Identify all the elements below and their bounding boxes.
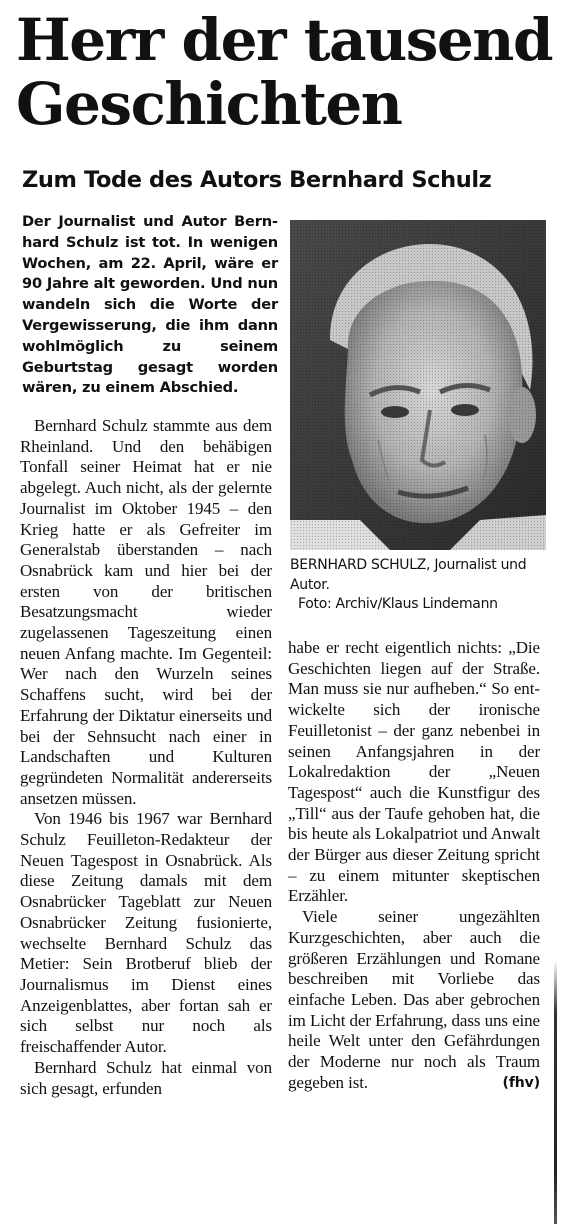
body-paragraph: habe er recht eigentlich nichts: „Die Geschichten liegen auf der Straße. Man muss sie nur aufheben.“ So entwickelte sich der ironische Feuilletonist – der ganz nebenbei in seinen Anfangsjahren in der Lokalredaktion der „Neuen Tagespost“ auch die Kunstfigur des „Till“ aus der Taufe gehoben hat, die bis heute als Lokalpatriot und Anwalt der Bürger aus dieser Zeitung spricht – zu einem mitunter skeptischen Erzähler. [288,638,540,906]
body-paragraph: Von 1946 bis 1967 war Bernhard Schulz Feuilleton-Redakteur der Neuen Tagespost in Osnabrück. Als diese Zeitung damals mit dem Osnabrücker Tageblatt zur Neuen Osnabrücker Zeitung fusionierte, wechselte Bernhard Schulz das Metier: Sein Brotberuf blieb der Journalismus im Dienst eines Anzeigenblattes, aber fortan sah er sich selbst nur noch als freischaffender Autor. [20,809,272,1057]
body-paragraph: Bernhard Schulz hat einmal von sich gesagt, erfunden [20,1057,272,1098]
headline [16,8,556,136]
photo-caption [290,556,552,615]
caption-role: Journalist und Autor. [290,557,527,593]
body-paragraph: Bernhard Schulz stammte aus dem Rheinland. Und den behäbigen Tonfall seiner Heimat hat er nie abgelegt. Auch nicht, als der gelernte Journalist im Oktober 1945 – den Krieg hatte er als Gefreiter im Generalstab überstanden – nach Osnabrück kam und hier bei der ersten von der britischen Besatzungsmacht wieder zugelassenen Tageszeitung einen neuen Anfang machte. Im Gegenteil: Wer nach den Wurzeln seines Schaffens sucht, wird bei der Erfahrung der Diktatur einerseits und bei der Sehnsucht nach einer in Landschaften und Kulturen gegründeten Normalität andererseits ansetzen müssen. [20,416,272,808]
scan-edge [554,960,557,1224]
body-paragraph-last [288,907,540,1093]
article-column-1 [20,416,272,1099]
body-text: Viele seiner ungezählten Kurzgeschichten, aber auch die größeren Erzählungen und Romane beschreiben mit Vorliebe das einfache Leben. Das aber gebrochen im Licht der Erfahrung, dass uns eine heile Welt unter den Gefährdungen der Moderne nur noch als Traum gegeben ist. [288,907,540,1092]
headline-line-2: Geschichten [16,70,402,138]
subheadline: Zum Tode des Autors Bernhard Schulz [22,167,492,193]
portrait-image [290,220,546,550]
intro-paragraph: Der Journalist und Autor Bernhard Schulz ist tot. In wenigen Wochen, am 22. April, wäre er 90 Jahre alt geworden. Und nun wandeln sich die Worte der Vergewisserung, die ihm dann wohlmöglich zu seinem Geburtstag gesagt worden wären, zu einem Abschied. [22,213,278,397]
article-column-2 [288,638,540,1093]
headline-line-1: Herr der tausend [16,6,553,74]
caption-name: BERNHARD SCHULZ, [290,557,431,573]
portrait-photo [290,220,546,550]
photo-credit: Foto: Archiv/Klaus Lindemann [298,596,498,612]
author-signature: (fhv) [502,1074,540,1091]
